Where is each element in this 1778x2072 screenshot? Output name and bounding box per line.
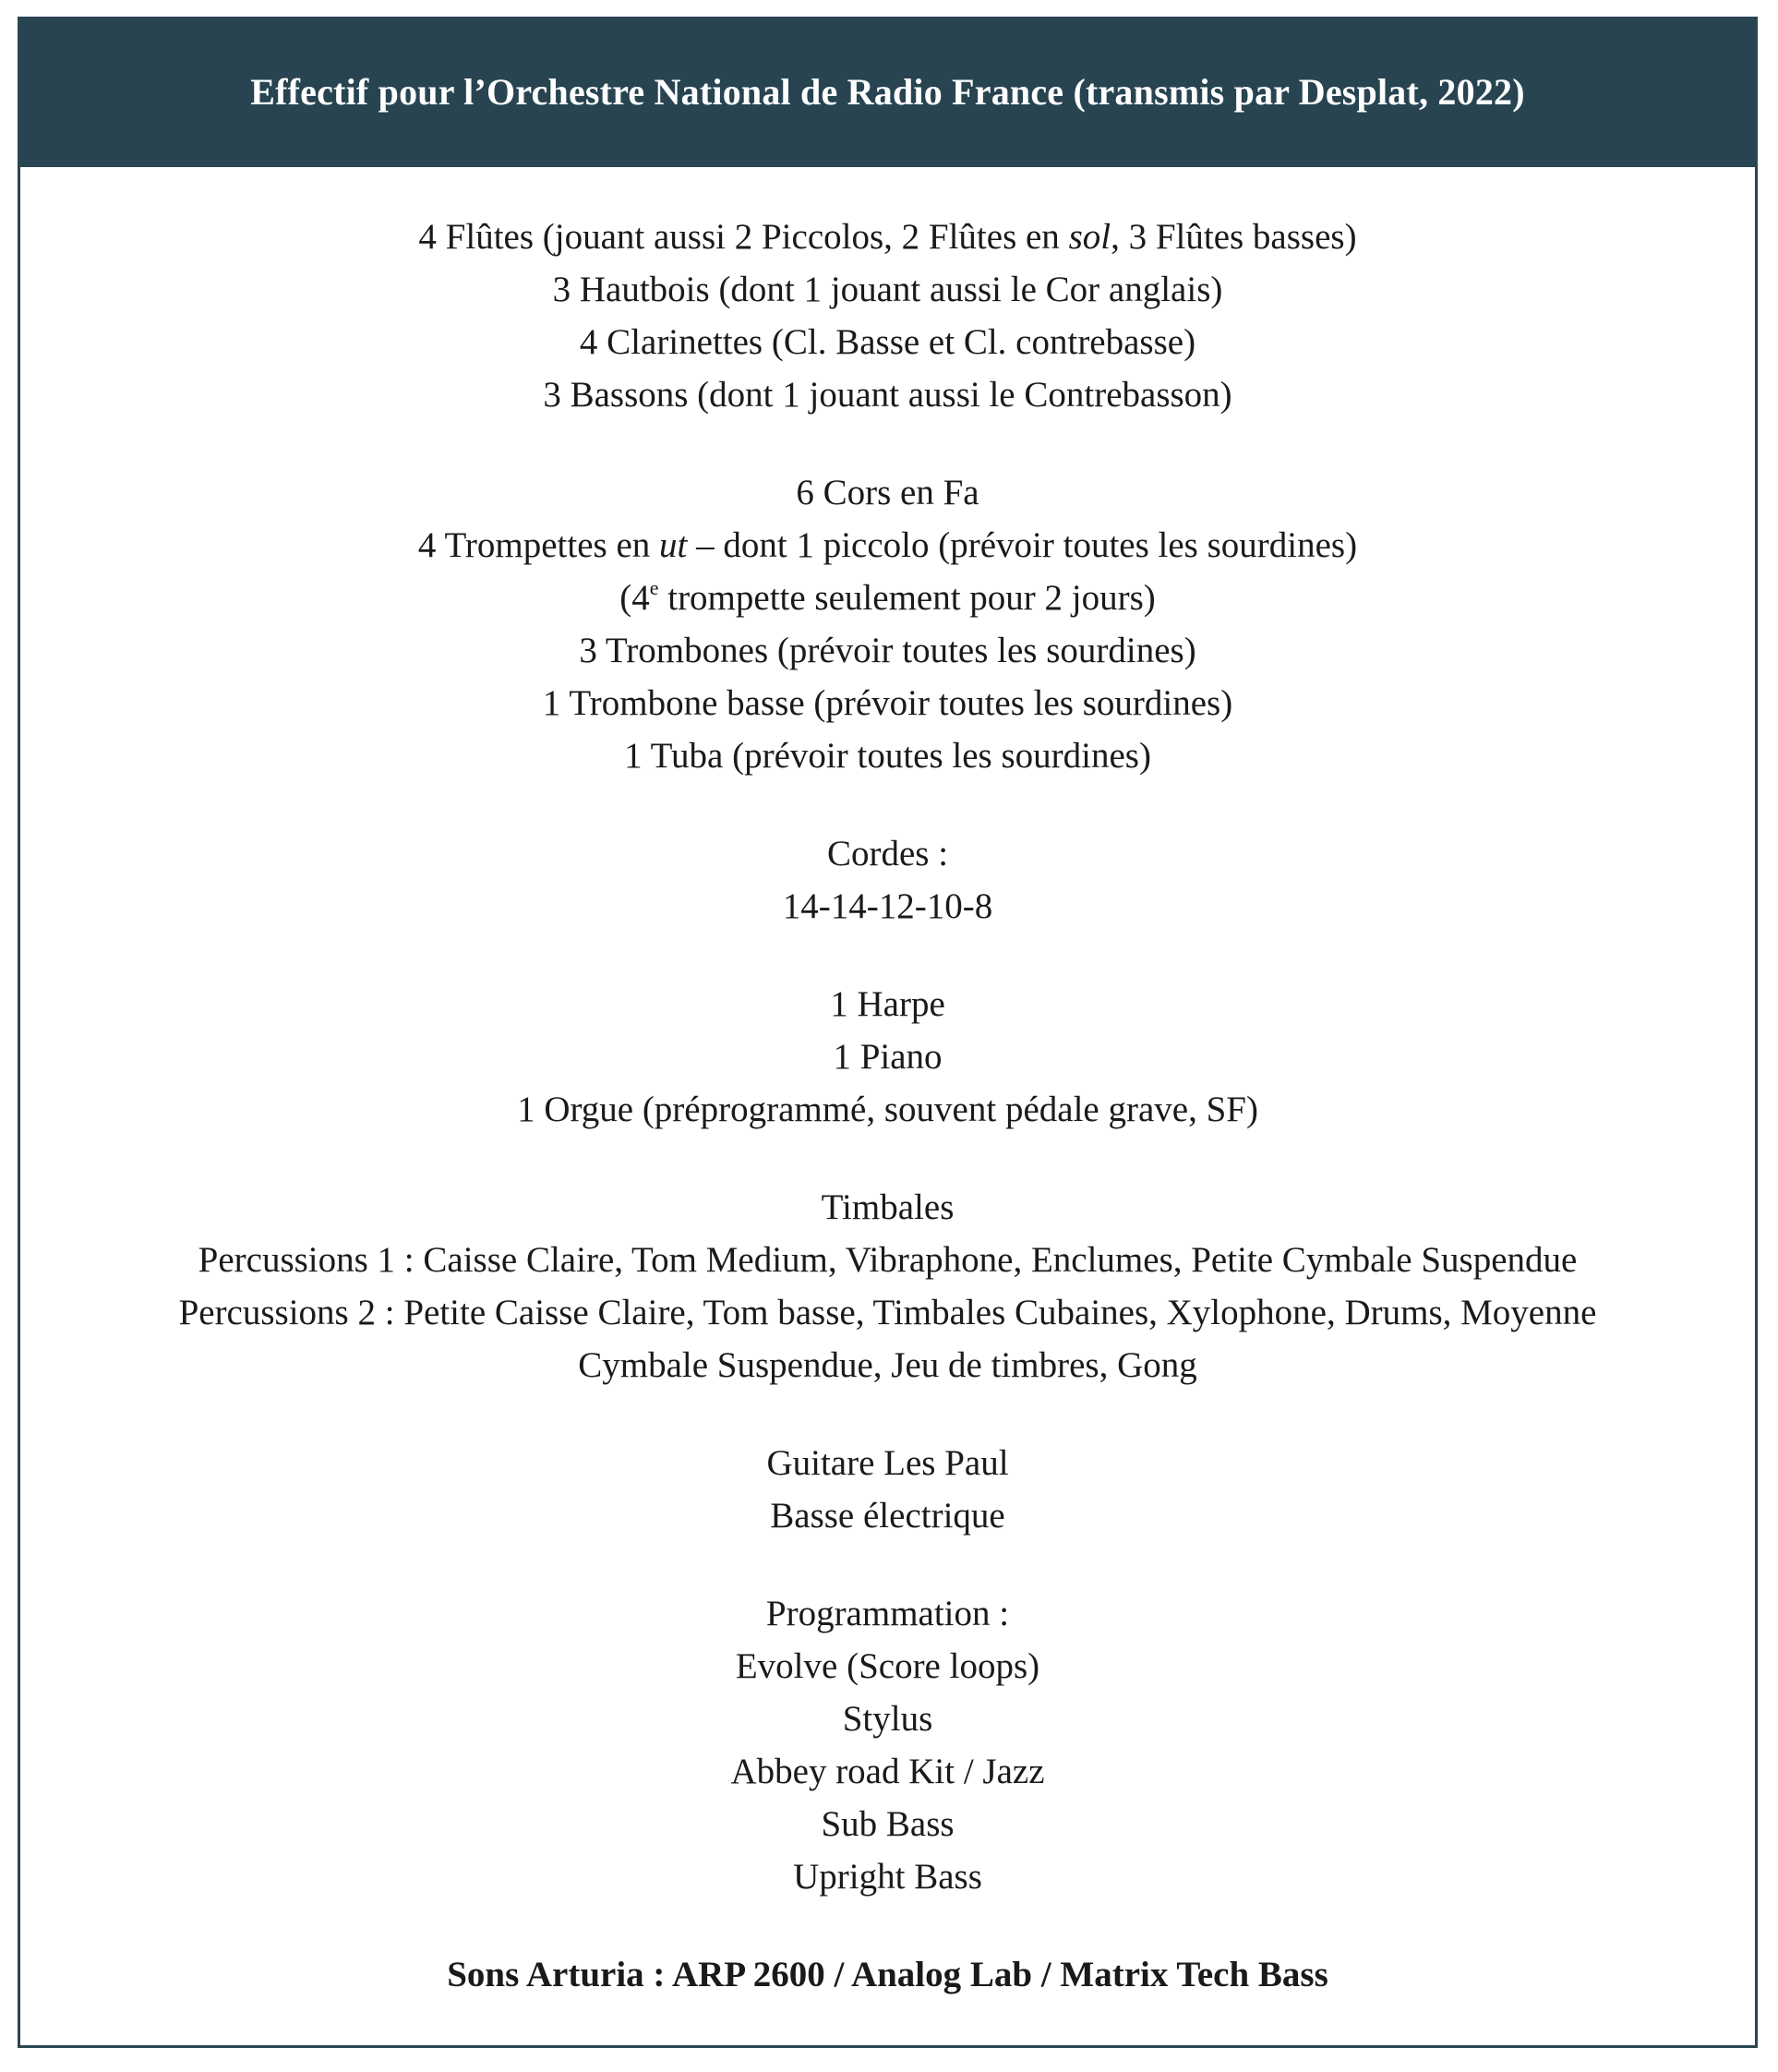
programming-item: Upright Bass bbox=[793, 1857, 982, 1897]
guitars-section bbox=[20, 1437, 1755, 1542]
bassoons-line: 3 Bassons (dont 1 jouant aussi le Contrebasson) bbox=[543, 375, 1232, 415]
bass-trombone-line: 1 Trombone basse (prévoir toutes les sourdines) bbox=[542, 683, 1233, 723]
tuba-line: 1 Tuba (prévoir toutes les sourdines) bbox=[624, 736, 1151, 776]
programming-item: Evolve (Score loops) bbox=[735, 1646, 1040, 1686]
oboes-line: 3 Hautbois (dont 1 jouant aussi le Cor anglais) bbox=[552, 270, 1223, 309]
flutes-line: 4 Flûtes (jouant aussi 2 Piccolos, 2 Flûtes en sol, 3 Flûtes basses) bbox=[418, 217, 1357, 257]
strings-section bbox=[20, 827, 1755, 933]
table-title: Effectif pour l’Orchestre National de Radio France (transmis par Desplat, 2022) bbox=[250, 71, 1525, 113]
piano-line: 1 Piano bbox=[833, 1037, 943, 1077]
arturia-sounds-line: Sons Arturia : ARP 2600 / Analog Lab / Matrix Tech Bass bbox=[447, 1955, 1328, 1994]
organ-line: 1 Orgue (préprogrammé, souvent pédale grave, SF) bbox=[517, 1090, 1258, 1129]
programming-item: Abbey road Kit / Jazz bbox=[730, 1752, 1045, 1791]
programming-item: Sub Bass bbox=[821, 1804, 955, 1844]
guitar-line: Guitare Les Paul bbox=[766, 1443, 1009, 1483]
keyboards-section bbox=[20, 978, 1755, 1136]
harp-line: 1 Harpe bbox=[830, 984, 945, 1024]
strings-label: Cordes : bbox=[826, 834, 949, 873]
percussion-2-line: Percussions 2 : Petite Caisse Claire, Tom basse, Timbales Cubaines, Xylophone, Drums, Moyenne bbox=[178, 1293, 1597, 1332]
table-header bbox=[20, 19, 1755, 167]
bass-guitar-line: Basse électrique bbox=[770, 1496, 1005, 1536]
programming-label: Programmation : bbox=[765, 1594, 1010, 1633]
programming-section bbox=[20, 1587, 1755, 1903]
percussion-1-line: Percussions 1 : Caisse Claire, Tom Medium, Vibraphone, Enclumes, Petite Cymbale Suspendue bbox=[198, 1240, 1578, 1280]
strings-counts: 14-14-12-10-8 bbox=[782, 886, 993, 926]
trombones-line: 3 Trombones (prévoir toutes les sourdines) bbox=[579, 631, 1196, 670]
percussion-2-continued: Cymbale Suspendue, Jeu de timbres, Gong bbox=[578, 1345, 1197, 1385]
instrumentation-list bbox=[20, 167, 1755, 2001]
programming-item: Stylus bbox=[842, 1699, 933, 1739]
trumpet-note-line: (4e trompette seulement pour 2 jours) bbox=[619, 576, 1156, 618]
woodwinds-section bbox=[20, 211, 1755, 421]
instrumentation-table bbox=[18, 17, 1758, 2048]
clarinets-line: 4 Clarinettes (Cl. Basse et Cl. contrebasse) bbox=[579, 322, 1196, 362]
brass-section bbox=[20, 466, 1755, 782]
percussion-section bbox=[20, 1181, 1755, 1391]
horns-line: 6 Cors en Fa bbox=[796, 473, 979, 512]
trumpets-line: 4 Trompettes en ut – dont 1 piccolo (prévoir toutes les sourdines) bbox=[417, 525, 1358, 565]
timpani-line: Timbales bbox=[821, 1187, 955, 1227]
